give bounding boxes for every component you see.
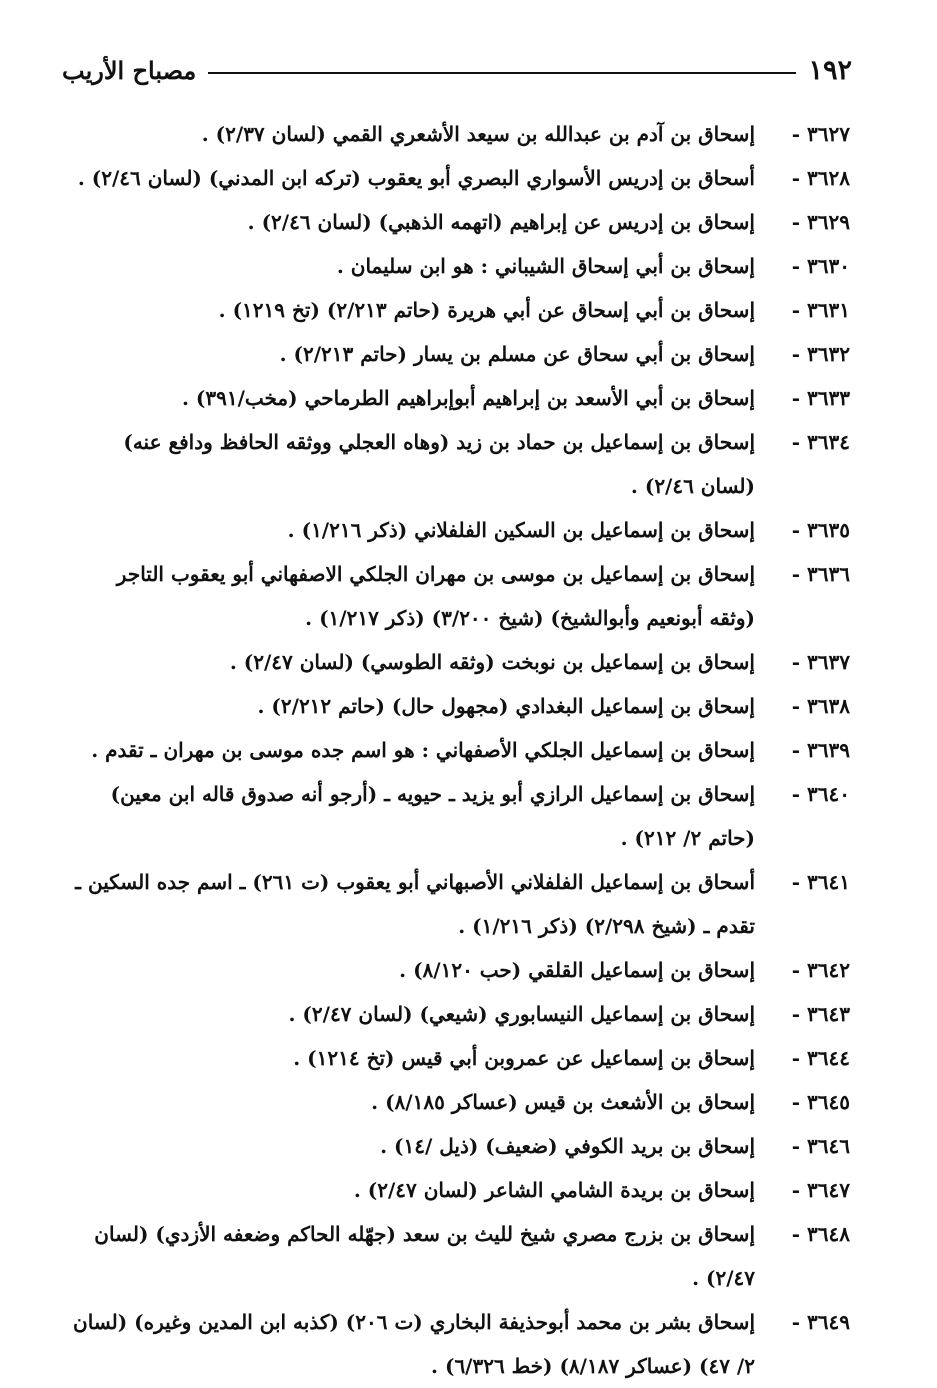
list-item [70, 860, 850, 948]
entry-text: إسحاق بن بريد الكوفي (ضعيف) (ذيل /١٤) . [380, 1134, 755, 1158]
list-item [70, 112, 850, 156]
page-number: ١٩٢ [808, 54, 852, 86]
entry-number: ٣٦٤٣ - [791, 1002, 850, 1026]
entry-list [70, 112, 850, 1388]
entry-number: ٣٦٣٣ - [791, 386, 850, 410]
entry-number: ٣٦٣٧ - [791, 650, 850, 674]
list-item [70, 1124, 850, 1168]
entry-text: إسحاق بن إسماعيل البغدادي (مجهول حال) (حاتم ٢/٢١٢) . [257, 694, 755, 718]
entry-text: إسحاق بن إسماعيل بن موسى بن مهران الجلكي الاصفهاني أبو يعقوب التاجر (وثقه أبونعيم وأبوالشيخ) (شيخ ٣/٢٠٠) (ذكر ١/٢١٧) . [116, 562, 755, 630]
list-item [70, 200, 850, 244]
entry-text: أسحاق بن إدريس الأسواري البصري أبو يعقوب (تركه ابن المدني) (لسان ٢/٤٦) . [77, 166, 755, 190]
entry-number: ٣٦٣١ - [791, 298, 850, 322]
entry-text: إسحاق بن آدم بن عبدالله بن سيعد الأشعري القمي (لسان ٢/٣٧) . [201, 122, 755, 146]
list-item [70, 156, 850, 200]
list-item [70, 508, 850, 552]
entry-number: ٣٦٣٥ - [791, 518, 850, 542]
list-item [70, 948, 850, 992]
page-header [62, 48, 852, 92]
entry-number: ٣٦٤٧ - [791, 1178, 850, 1202]
list-item [70, 1168, 850, 1212]
entry-number: ٣٦٣٦ - [791, 562, 850, 586]
entry-text: إسحاق بن بزرج مصري شيخ لليث بن سعد (جهّله الحاكم وضعفه الأزدي) (لسان ٢/٤٧) . [94, 1222, 755, 1290]
entry-text: إسحاق بن أبي إسحاق عن أبي هريرة (حاتم ٢/٢١٣) (تخ ١٢١٩) . [218, 298, 755, 322]
list-item [70, 552, 850, 640]
entry-text: إسحاق بن إسماعيل القلقي (حب ٨/١٢٠) . [399, 958, 755, 982]
list-item [70, 1080, 850, 1124]
entry-number: ٣٦٤٢ - [791, 958, 850, 982]
entry-number: ٣٦٣٢ - [791, 342, 850, 366]
entry-text: إسحاق بن إسماعيل النيسابوري (شيعي) (لسان ٢/٤٧) . [288, 1002, 755, 1026]
entry-text: أسحاق بن إسماعيل الفلفلاني الأصبهاني أبو يعقوب (ت ٢٦١) ـ اسم جده السكين ـ تقدم ـ (شيخ ٢/٢٩٨) (ذكر ١/٢١٦) . [75, 870, 755, 938]
entry-number: ٣٦٤٦ - [791, 1134, 850, 1158]
list-item [70, 684, 850, 728]
entry-number: ٣٦٢٨ - [791, 166, 850, 190]
entry-number: ٣٦٤٨ - [791, 1222, 850, 1246]
list-item [70, 992, 850, 1036]
entry-text: إسحاق بن أبي إسحاق الشيباني : هو ابن سليمان . [336, 254, 755, 278]
list-item [70, 244, 850, 288]
entry-text: إسحاق بشر بن محمد أبوحذيفة البخاري (ت ٢٠٦) (كذبه ابن المدين وغيره) (لسان ٢/ ٤٧) (عساكر ٨/١٨٧) (خط ٦/٣٢٦) . [73, 1310, 755, 1378]
list-item [70, 1212, 850, 1300]
entry-text: إسحاق بن إسماعيل بن السكين الفلفلاني (ذكر ١/٢١٦) . [287, 518, 755, 542]
entry-number: ٣٦٣٠ - [791, 254, 850, 278]
list-item [70, 728, 850, 772]
book-title: مصباح الأريب [62, 55, 197, 85]
entry-text: إسحاق بن أبي سحاق عن مسلم بن يسار (حاتم ٢/٢١٣) . [279, 342, 755, 366]
entry-number: ٣٦٤٠ - [791, 782, 850, 806]
entry-text: إسحاق بن إسماعيل بن حماد بن زيد (وهاه العجلي ووثقه الحافظ ودافع عنه) (لسان ٢/٤٦) . [123, 430, 755, 498]
header-rule [208, 72, 796, 74]
entry-number: ٣٦٤٩ - [791, 1310, 850, 1334]
entry-number: ٣٦٤١ - [791, 870, 850, 894]
entry-number: ٣٦٤٥ - [791, 1090, 850, 1114]
entry-number: ٣٦٢٧ - [791, 122, 850, 146]
entry-text: إسحاق بن الأشعث بن قيس (عساكر ٨/١٨٥) . [371, 1090, 755, 1114]
entry-text: إسحاق بن إسماعيل الجلكي الأصفهاني : هو اسم جده موسى بن مهران ـ تقدم . [91, 738, 755, 762]
entry-text: إسحاق بن إسماعيل عن عمروبن أبي قيس (تخ ١٢١٤) . [293, 1046, 755, 1070]
entry-number: ٣٦٢٩ - [791, 210, 850, 234]
entry-text: إسحاق بن إسماعيل الرازي أبو يزيد ـ حيويه ـ (أرجو أنه صدوق قاله ابن معين) (حاتم ٢/ ٢١٢) . [110, 782, 755, 850]
entry-number: ٣٦٣٨ - [791, 694, 850, 718]
list-item [70, 640, 850, 684]
list-item [70, 288, 850, 332]
entry-number: ٣٦٤٤ - [791, 1046, 850, 1070]
entry-text: إسحاق بن إسماعيل بن نوبخت (وثقه الطوسي) (لسان ٢/٤٧) . [229, 650, 755, 674]
entry-text: إسحاق بن أبي الأسعد بن إبراهيم أبوإبراهيم الطرماحي (مخب/٣٩١) . [181, 386, 755, 410]
list-item [70, 772, 850, 860]
entry-text: إسحاق بن إدريس عن إبراهيم (اتهمه الذهبي) (لسان ٢/٤٦) . [247, 210, 755, 234]
list-item [70, 376, 850, 420]
entry-number: ٣٦٣٩ - [791, 738, 850, 762]
list-item [70, 1300, 850, 1388]
list-item [70, 1036, 850, 1080]
entry-number: ٣٦٣٤ - [791, 430, 850, 454]
entry-text: إسحاق بن بريدة الشامي الشاعر (لسان ٢/٤٧) . [353, 1178, 755, 1202]
list-item [70, 420, 850, 508]
list-item [70, 332, 850, 376]
